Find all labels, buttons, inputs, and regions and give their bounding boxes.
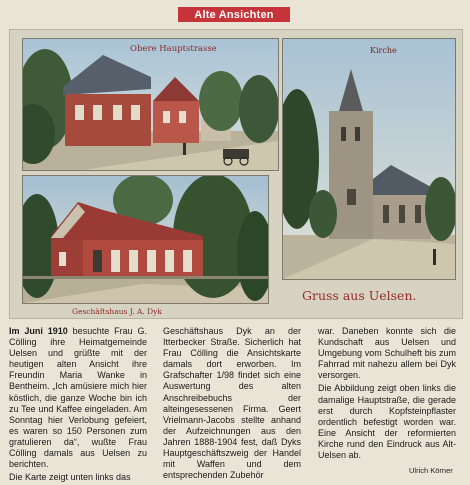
article-author: Ulrich Körner [409,466,453,475]
article-paragraph: Geschäftshaus Dyk an der Itterbecker Straße. Sicherlich hat Frau Cölling die Ansichtskarte damals dort erworben. Im Grafschafter 1/98 findet sich eine Auswertung des alten Anschreibebuchs der alteingesessenen Firma. Geert Vrielmann-Jacobs stellte anhand der Aufzeichnungen aus den Jahren 1888-1904 fest, daß Dyks Hauptgeschäftszweig der Handel mit Waffen und dem entsprechenden Zubehör [163,326,301,481]
caption-kirche: Kirche [370,46,397,55]
article-column-1 [9,326,147,485]
postcard [9,29,463,319]
article-column-2 [163,326,301,483]
section-banner: Alte Ansichten [178,7,290,22]
article-paragraph: Die Abbildung zeigt oben links die damalige Hauptstraße, die gerade erst durch Kopfsteinpflaster ordentlich befestigt worden war. Eine Ansicht der reformierten Kirche rund den Eindruck aus Alt-Uelsen ab. [318,383,456,461]
postcard-greeting: Gruss aus Uelsen. [302,288,417,303]
article-paragraph: war. Daneben konnte sich die Kundschaft aus Uelsen und Umgebung vom Schulheft bis zum Fahrrad mit nahezu allem bei Dyk versorgen. [318,326,456,381]
caption-geschaeftshaus: Geschäftshaus J. A. Dyk [72,307,162,316]
article-paragraph: Die Karte zeigt unten links das [9,472,131,483]
article-text: besuchte Frau G. Cölling ihre Heimatgemeinde Uelsen und grüßte mit der heutigen alten Ansicht ihre Freundin Maria Wanke in Bentheim. „Ich amüsiere mich hier köstlich, die ganze Woche bin ich zu Tee und Kaffee eingeladen. Am Sonntag hier Verlobung gefeiert, es waren so 150 Personen zum gratulieren da“, wußte Frau Cölling damals aus Uelsen zu berichten. [9,326,147,470]
article-body [9,326,464,483]
article-column-3 [318,326,456,463]
photo-obere-hauptstrasse [22,38,279,171]
caption-obere-hauptstrasse: Obere Hauptstrasse [130,44,217,54]
photo-geschaeftshaus [22,175,269,304]
photo-kirche [282,38,456,280]
article-paragraph [9,326,147,470]
article-lead: Im Juni 1910 [9,326,68,336]
